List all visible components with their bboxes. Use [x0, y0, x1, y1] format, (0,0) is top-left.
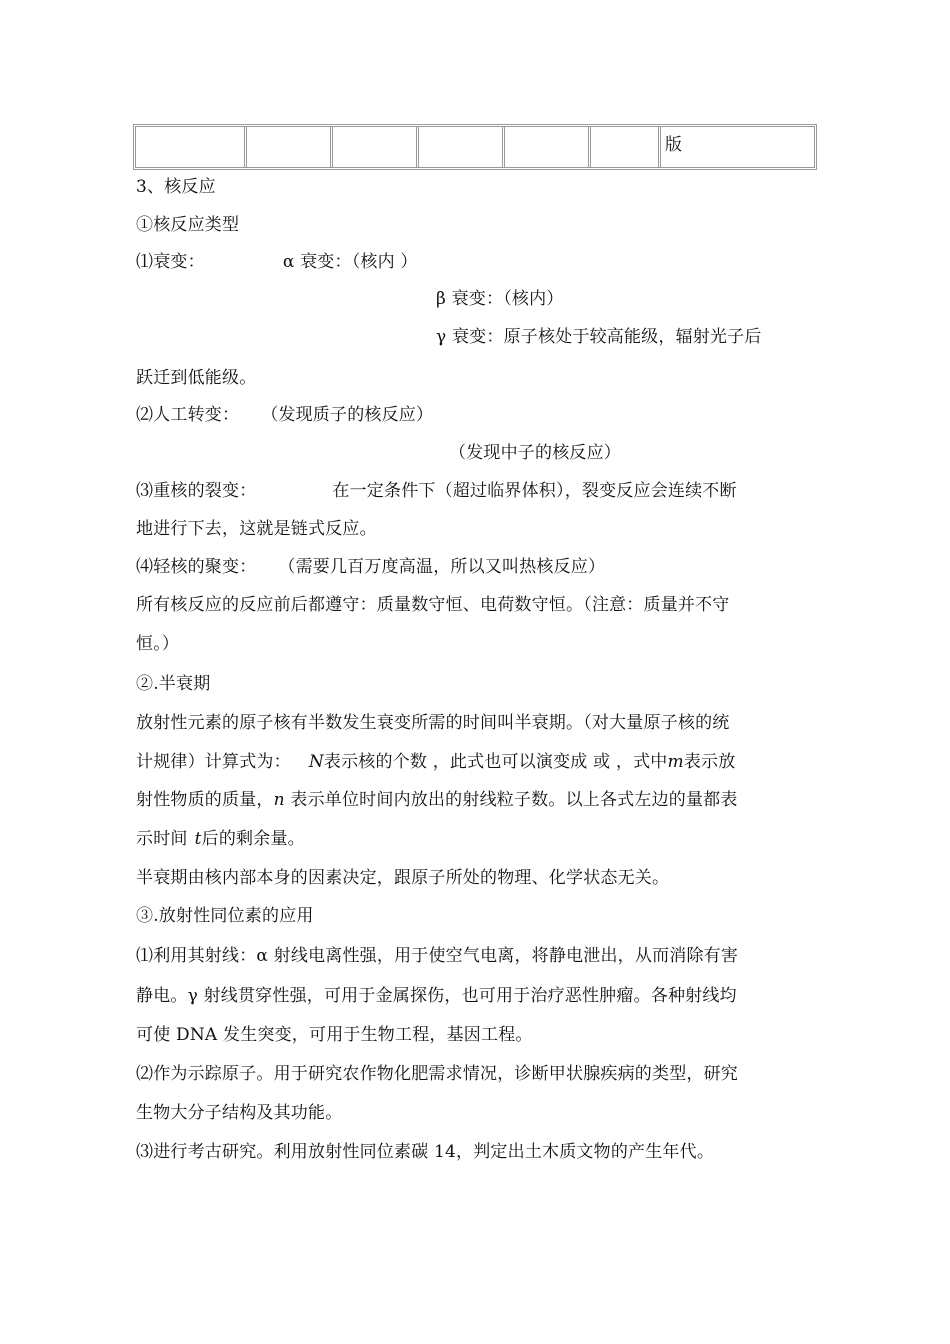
decay-label: ⑴衰变： — [136, 252, 205, 272]
paragraph-line: 恒。） — [136, 634, 180, 654]
paragraph-line: ⑴利用其射线：α 射线电离性强，用于使空气电离，将静电泄出，从而消除有害 — [136, 946, 739, 966]
paragraph-line — [136, 827, 305, 851]
var-t: t — [194, 829, 202, 849]
fusion-label: ⑷轻核的聚变： — [136, 557, 257, 577]
table-cell: 版 — [665, 135, 682, 155]
beta-decay: β 衰变：（核内） — [436, 289, 564, 309]
paragraph-text: 射性物质的质量， — [136, 790, 274, 810]
fission-line — [136, 479, 737, 503]
table-cell — [247, 127, 333, 167]
paragraph-line: 静电。γ 射线贯穿性强，可用于金属探伤，也可用于治疗恶性肿瘤。各种射线均 — [136, 986, 737, 1006]
subsection-title: ②.半衰期 — [136, 674, 211, 694]
paragraph-line — [136, 788, 738, 812]
table-cell — [419, 127, 505, 167]
fission-label: ⑶重核的裂变： — [136, 481, 257, 501]
fission-text: 在一定条件下（超过临界体积），裂变反应会连续不断 — [332, 481, 737, 501]
table-cell — [136, 127, 247, 167]
subsection-title: ①核反应类型 — [136, 215, 240, 235]
fusion-text: （需要几百万度高温，所以又叫热核反应） — [278, 557, 606, 577]
table-cell — [591, 127, 661, 167]
artificial-label: ⑵人工转变： — [136, 405, 240, 425]
paragraph-text: 后的剩余量。 — [201, 829, 305, 849]
paragraph-line: 放射性元素的原子核有半数发生衰变所需的时间叫半衰期。（对大量原子核的统 — [136, 713, 730, 733]
paragraph-text: 表示核的个数 ，此式也可以演变成 或 ，式中 — [323, 752, 668, 772]
paragraph-text: 示时间 — [136, 829, 188, 849]
artificial-text: （发现质子的核反应） — [261, 405, 434, 425]
fusion-line — [136, 555, 605, 579]
artificial-neutron: （发现中子的核反应） — [449, 443, 621, 463]
paragraph-text: 计规律）计算式为： — [136, 752, 291, 772]
decay-line — [136, 250, 418, 274]
header-table — [133, 124, 817, 170]
section-title: 3、核反应 — [136, 177, 216, 197]
paragraph-text: 表示单位时间内放出的射线粒子数。以上各式左边的量都表 — [284, 790, 738, 810]
var-N: N — [308, 752, 324, 772]
paragraph-line: ⑶进行考古研究。利用放射性同位素碳 14，判定出土木质文物的产生年代。 — [136, 1142, 715, 1162]
paragraph-line: ⑵作为示踪原子。用于研究农作物化肥需求情况，诊断甲状腺疾病的类型，研究 — [136, 1064, 738, 1084]
paragraph-line: 所有核反应的反应前后都遵守：质量数守恒、电荷数守恒。（注意：质量并不守 — [136, 595, 730, 615]
alpha-decay: α 衰变：（核内 ） — [282, 252, 418, 272]
paragraph-line: 地进行下去，这就是链式反应。 — [136, 519, 377, 539]
subsection-title: ③.放射性同位素的应用 — [136, 906, 314, 926]
formula-line — [136, 750, 735, 774]
paragraph-line: 生物大分子结构及其功能。 — [136, 1103, 343, 1123]
table-cell — [333, 127, 419, 167]
paragraph-text: 表示放 — [683, 752, 736, 772]
gamma-decay: γ 衰变：原子核处于较高能级，辐射光子后 — [436, 327, 762, 347]
table-cell — [505, 127, 591, 167]
paragraph-line: 可使 DNA 发生突变，可用于生物工程，基因工程。 — [136, 1025, 533, 1045]
artificial-line — [136, 403, 433, 427]
paragraph-line: 半衰期由核内部本身的因素决定，跟原子所处的物理、化学状态无关。 — [136, 868, 670, 888]
var-m: m — [667, 752, 684, 772]
var-n: n — [273, 790, 285, 810]
paragraph-line: 跃迁到低能级。 — [136, 368, 257, 388]
